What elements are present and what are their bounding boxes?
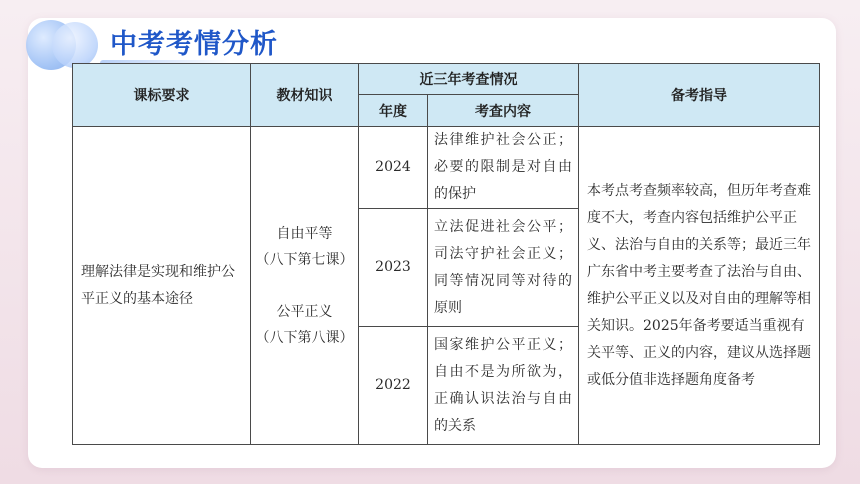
knowledge-item-lesson: （八下第七课） [255, 251, 354, 268]
year-cell: 2022 [359, 327, 428, 445]
decorative-bubble [52, 22, 98, 68]
year-cell: 2024 [359, 127, 428, 209]
header-guide: 备考指导 [579, 64, 820, 127]
header-standard: 课标要求 [73, 64, 251, 127]
exam-analysis-table [72, 63, 820, 445]
header-content: 考查内容 [428, 95, 579, 127]
content-cell: 立法促进社会公平；司法守护社会正义；同等情况同等对待的原则 [428, 209, 579, 327]
standard-cell: 理解法律是实现和维护公平正义的基本途径 [73, 127, 251, 445]
year-cell: 2023 [359, 209, 428, 327]
content-cell: 国家维护公平正义；自由不是为所欲为，正确认识法治与自由的关系 [428, 327, 579, 445]
knowledge-item-lesson: （八下第八课） [255, 329, 354, 346]
table-row [73, 127, 820, 209]
content-cell: 法律维护社会公正；必要的限制是对自由的保护 [428, 127, 579, 209]
header-year: 年度 [359, 95, 428, 127]
header-recent: 近三年考查情况 [359, 64, 579, 95]
section-heading: 中考考情分析 [110, 29, 278, 60]
knowledge-cell [251, 127, 359, 445]
guide-cell: 本考点考查频率较高，但历年考查难度不大，考查内容包括维护公平正义、法治与自由的关系等；最近三年广东省中考主要考查了法治与自由、维护公平正义以及对自由的理解等相关知识。2025年备考要适当重视有关平等、正义的内容，建议从选择题或低分值非选择题角度备考 [579, 127, 820, 445]
knowledge-item-title: 自由平等 [276, 225, 333, 242]
knowledge-item-title: 公平正义 [276, 303, 333, 320]
header-knowledge: 教材知识 [251, 64, 359, 127]
